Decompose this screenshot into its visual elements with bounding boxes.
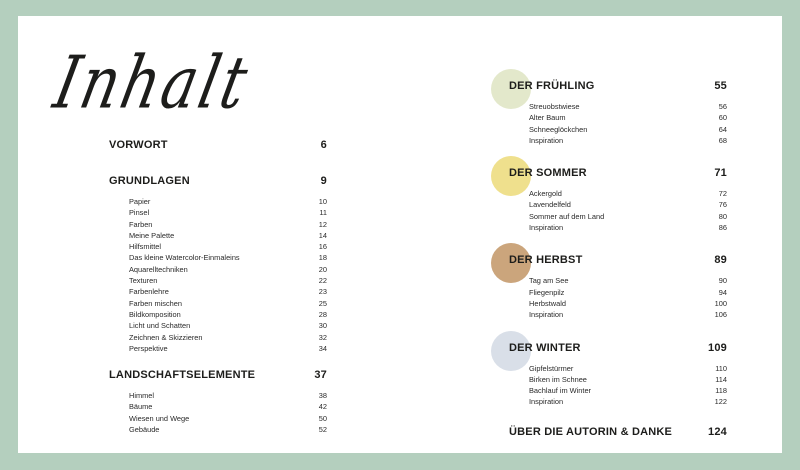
toc-entry-page: 122: [714, 397, 727, 407]
toc-entry[interactable]: [529, 374, 727, 385]
toc-entry[interactable]: [129, 264, 327, 275]
toc-entry-label: Bildkomposition: [129, 309, 181, 319]
toc-entry-page: 94: [718, 287, 727, 297]
toc-entry[interactable]: [529, 363, 727, 374]
toc-entry-label: Wiesen und Wege: [129, 413, 190, 423]
toc-entry-page: 50: [318, 413, 327, 423]
toc-entry-page: 56: [718, 102, 727, 111]
toc-entry-label: Farbenlehre: [129, 287, 169, 297]
toc-entry[interactable]: [529, 396, 727, 407]
toc-entry-page: 72: [718, 189, 727, 199]
toc-entry[interactable]: [129, 401, 327, 412]
toc-item-list: [509, 101, 727, 146]
toc-entry[interactable]: [129, 219, 327, 230]
section-page: 37: [314, 369, 327, 382]
toc-item-list: [109, 196, 327, 354]
toc-entry-page: 12: [318, 219, 327, 229]
toc-entry[interactable]: [529, 275, 727, 286]
toc-entry-page: 90: [718, 276, 727, 286]
toc-entry[interactable]: [129, 343, 327, 354]
toc-entry-label: Farben: [129, 219, 153, 229]
section-heading[interactable]: [509, 254, 727, 266]
toc-entry-page: 22: [318, 276, 327, 286]
toc-item-list: [509, 363, 727, 408]
toc-item-list: [509, 188, 727, 233]
toc-entry-page: 76: [718, 200, 727, 210]
toc-entry[interactable]: [129, 390, 327, 401]
toc-entry[interactable]: [529, 124, 727, 135]
toc-entry-page: 23: [318, 287, 327, 297]
toc-entry[interactable]: [529, 222, 727, 233]
toc-entry-label: Aquarelltechniken: [129, 264, 188, 274]
toc-entry[interactable]: [129, 196, 327, 207]
toc-entry-label: Bäume: [129, 402, 153, 412]
toc-entry-label: Gipfelstürmer: [529, 363, 574, 373]
section-title: LANDSCHAFTSELEMENTE: [109, 369, 256, 382]
toc-entry-page: 106: [714, 310, 727, 320]
toc-entry-label: Gebäude: [129, 425, 160, 435]
toc-item-list: [109, 390, 327, 435]
toc-entry[interactable]: [529, 385, 727, 396]
toc-entry-page: 42: [318, 402, 327, 412]
toc-section-fruehling: [509, 80, 727, 146]
section-title: DER SOMMER: [509, 167, 587, 180]
section-heading[interactable]: [509, 342, 727, 354]
toc-section-vorwort: [109, 139, 327, 151]
toc-entry-label: Schneeglöckchen: [529, 124, 588, 134]
toc-entry[interactable]: [129, 230, 327, 241]
page-title: Inhalt: [47, 39, 258, 125]
toc-entry-label: Inspiration: [529, 135, 564, 145]
toc-entry-label: Fliegenpilz: [529, 287, 565, 297]
toc-entry-label: Alter Baum: [529, 113, 566, 123]
toc-entry-label: Farben mischen: [129, 298, 182, 308]
toc-entry-page: 28: [318, 309, 327, 319]
toc-section-grundlagen: [109, 175, 327, 354]
toc-entry-page: 18: [318, 253, 327, 263]
toc-entry-label: Papier: [129, 197, 151, 206]
toc-entry-page: 10: [318, 197, 327, 206]
toc-entry-label: Inspiration: [529, 397, 564, 407]
toc-right-column: [509, 80, 727, 438]
toc-entry-label: Perspektive: [129, 343, 168, 353]
toc-entry[interactable]: [129, 298, 327, 309]
toc-entry-label: Lavendelfeld: [529, 200, 571, 210]
toc-entry-label: Licht und Schatten: [129, 321, 191, 331]
toc-entry[interactable]: [129, 309, 327, 320]
section-heading[interactable]: [509, 426, 727, 438]
section-title: DER HERBST: [509, 254, 583, 267]
toc-entry-label: Hilfsmittel: [129, 242, 162, 252]
section-title: DER WINTER: [509, 341, 581, 354]
toc-section-ueber: [509, 426, 727, 438]
section-page: 124: [708, 425, 727, 438]
toc-entry-page: 16: [318, 242, 327, 252]
toc-entry[interactable]: [129, 320, 327, 331]
toc-entry-label: Texturen: [129, 276, 158, 286]
toc-left-column: [109, 139, 327, 435]
toc-entry-page: 118: [715, 386, 727, 396]
section-heading[interactable]: [109, 139, 327, 151]
toc-entry-label: Bachlauf im Winter: [529, 386, 592, 396]
section-heading[interactable]: [509, 80, 727, 92]
toc-entry-page: 11: [319, 208, 327, 218]
toc-entry[interactable]: [529, 298, 727, 309]
toc-entry[interactable]: [129, 252, 327, 263]
toc-entry-label: Streuobstwiese: [529, 102, 580, 111]
section-page: 109: [708, 341, 727, 354]
toc-entry[interactable]: [129, 286, 327, 297]
toc-entry[interactable]: [529, 135, 727, 146]
toc-entry-label: Meine Palette: [129, 230, 175, 240]
toc-entry[interactable]: [129, 241, 327, 252]
section-title: DER FRÜHLING: [509, 80, 595, 92]
book-spread: [18, 16, 782, 453]
toc-entry-page: 114: [715, 374, 727, 384]
toc-section-sommer: [509, 167, 727, 233]
toc-entry-label: Zeichnen & Skizzieren: [129, 332, 203, 342]
toc-entry-label: Inspiration: [529, 223, 564, 233]
toc-entry-label: Inspiration: [529, 310, 564, 320]
toc-entry-page: 86: [718, 223, 727, 233]
toc-entry-page: 38: [318, 391, 327, 401]
toc-entry-label: Herbstwald: [529, 298, 566, 308]
section-page: 55: [714, 80, 727, 92]
section-title: ÜBER DIE AUTORIN & DANKE: [509, 425, 673, 438]
toc-entry-page: 110: [715, 363, 727, 373]
toc-entry-label: Tag am See: [529, 276, 569, 286]
toc-entry[interactable]: [129, 332, 327, 343]
toc-entry[interactable]: [529, 211, 727, 222]
toc-entry[interactable]: [529, 309, 727, 320]
toc-entry[interactable]: [129, 275, 327, 286]
toc-entry-page: 20: [318, 264, 327, 274]
toc-entry-page: 25: [318, 298, 327, 308]
toc-entry[interactable]: [529, 188, 727, 199]
toc-entry[interactable]: [129, 413, 327, 424]
section-heading[interactable]: [109, 369, 327, 381]
toc-section-winter: [509, 342, 727, 408]
toc-entry-label: Das kleine Watercolor-Einmaleins: [129, 253, 240, 263]
toc-entry-page: 52: [318, 425, 327, 435]
section-page: 71: [714, 167, 727, 180]
toc-entry[interactable]: [129, 424, 327, 435]
toc-entry[interactable]: [529, 101, 727, 112]
section-title: VORWORT: [109, 139, 168, 151]
toc-entry[interactable]: [529, 199, 727, 210]
section-page: 9: [320, 175, 327, 187]
toc-entry-label: Himmel: [129, 391, 155, 401]
section-title: GRUNDLAGEN: [109, 175, 190, 187]
toc-entry-page: 14: [318, 230, 327, 240]
section-page: 89: [714, 254, 727, 267]
toc-entry-page: 34: [318, 343, 327, 353]
section-page: 6: [320, 139, 327, 151]
toc-entry-label: Ackergold: [529, 189, 562, 199]
toc-entry-page: 30: [318, 321, 327, 331]
toc-entry-page: 32: [318, 332, 327, 342]
toc-entry[interactable]: [129, 207, 327, 218]
toc-entry[interactable]: [529, 287, 727, 298]
section-heading[interactable]: [509, 167, 727, 179]
section-heading[interactable]: [109, 175, 327, 187]
toc-entry-page: 64: [718, 124, 727, 134]
toc-entry-label: Sommer auf dem Land: [529, 211, 605, 221]
toc-section-landschaft: [109, 369, 327, 435]
toc-entry-page: 100: [714, 298, 727, 308]
toc-entry-label: Pinsel: [129, 208, 150, 218]
toc-item-list: [509, 275, 727, 320]
toc-section-herbst: [509, 254, 727, 320]
toc-entry-page: 68: [718, 135, 727, 145]
toc-entry-page: 80: [718, 211, 727, 221]
toc-entry-label: Birken im Schnee: [529, 374, 587, 384]
toc-entry[interactable]: [529, 112, 727, 123]
toc-entry-page: 60: [718, 113, 727, 123]
